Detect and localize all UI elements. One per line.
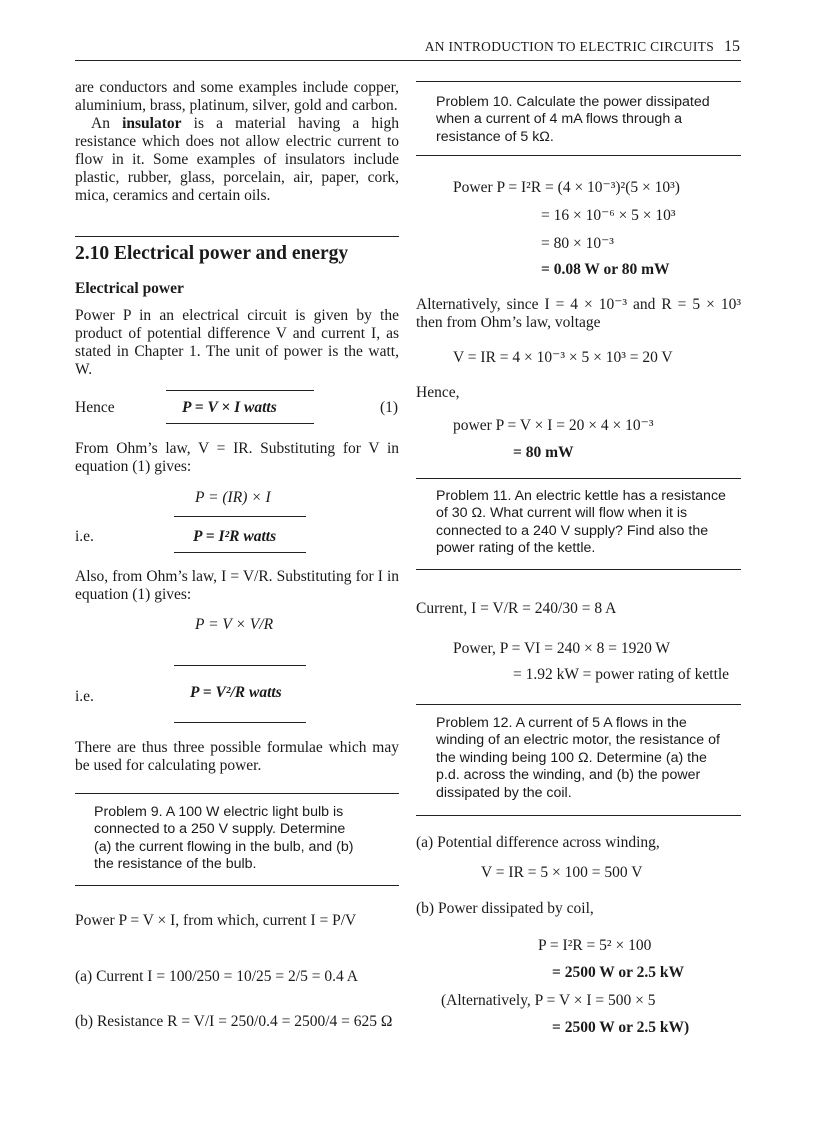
ie-label-1: i.e. xyxy=(75,528,94,545)
power-line-1: power P = V × I = 20 × 4 × 10⁻³ xyxy=(453,417,654,434)
problem11-bottom-rule xyxy=(416,569,741,570)
power-definition: Power P in an electrical circuit is given by the product of potential difference V and current I, as stated in Chapter 1. The unit of power is the watt, W. xyxy=(75,307,399,378)
problem-10-line-1: Power P = I²R = (4 × 10⁻³)²(5 × 10³) xyxy=(453,179,680,196)
problem-10-statement: Problem 10. Calculate the power dissipated when a current of 4 mA flows through a resistance of 5 kΩ. xyxy=(436,94,710,145)
problem-12-part-b-line-2: = 2500 W or 2.5 kW xyxy=(552,964,684,981)
problem9-bottom-rule xyxy=(75,885,399,886)
insulator-paragraph: An insulator is a material having a high resistance which does not allow electric current to flow in it. Some examples of insulators include plastic, rubber, glass, porcelain, air, paper, cork, mica, ceramics and certain oils. xyxy=(75,115,399,204)
problem-11-statement: Problem 11. An electric kettle has a resistance of 30 Ω. What current will flow when it is connected to a 240 V supply? Find also the power rating of the kettle. xyxy=(436,488,726,557)
formulae-paragraph: There are thus three possible formulae which may be used for calculating power. xyxy=(75,739,399,774)
subsection-title: Electrical power xyxy=(75,280,184,297)
eq1-top-rule xyxy=(166,390,314,391)
running-header xyxy=(425,38,740,56)
eq5-bottom-rule xyxy=(174,722,306,723)
header-title: AN INTRODUCTION TO ELECTRIC CIRCUITS xyxy=(424,39,714,54)
equation-2: P = (IR) × I xyxy=(195,489,271,506)
problem-12-part-b-line-3: (Alternatively, P = V × I = 500 × 5 xyxy=(441,992,656,1009)
problem9-top-rule xyxy=(75,793,399,794)
problem-10-line-3: = 80 × 10⁻³ xyxy=(541,235,614,252)
section-rule xyxy=(75,236,399,237)
header-rule xyxy=(75,60,741,61)
problem10-bottom-rule xyxy=(416,155,741,156)
problem-11-power: Power, P = VI = 240 × 8 = 1920 W xyxy=(453,640,671,657)
ohm-paragraph-2: Also, from Ohm’s law, I = V/R. Substituting for I in equation (1) gives: xyxy=(75,568,399,603)
alternative-paragraph: Alternatively, since I = 4 × 10⁻³ and R = 5 × 10³ then from Ohm’s law, voltage xyxy=(416,296,741,331)
intro-paragraph: are conductors and some examples include copper, aluminium, brass, platinum, silver, gold and carbon. xyxy=(75,79,399,114)
problem-9-statement: Problem 9. A 100 W electric light bulb is connected to a 250 V supply. Determine (a) the current flowing in the bulb, and (b) the resistance of the bulb. xyxy=(94,804,354,873)
eq3-bottom-rule xyxy=(174,552,306,553)
problem-12-statement: Problem 12. A current of 5 A flows in the winding of an electric motor, the resistance of the winding being 100 Ω. Determine (a) the p.d. across the winding, and (b) the power dissipated by the coil. xyxy=(436,715,720,801)
problem-9-part-b: (b) Resistance R = V/I = 250/0.4 = 2500/4 = 625 Ω xyxy=(75,1013,393,1030)
problem-12-part-a-equation: V = IR = 5 × 100 = 500 V xyxy=(481,864,643,881)
ohm-paragraph-1: From Ohm’s law, V = IR. Substituting for V in equation (1) gives: xyxy=(75,440,399,475)
problem-9-part-a: (a) Current I = 100/250 = 10/25 = 2/5 = 0.4 A xyxy=(75,968,358,985)
equation-5: P = V²/R watts xyxy=(190,684,282,701)
eq1-bottom-rule xyxy=(166,423,314,424)
page-number: 15 xyxy=(724,38,740,55)
eq3-top-rule xyxy=(174,516,306,517)
problem-12-part-b: (b) Power dissipated by coil, xyxy=(416,900,594,917)
insulator-term: insulator xyxy=(122,115,182,132)
problem-10-line-4: = 0.08 W or 80 mW xyxy=(541,261,670,278)
problem-10-line-2: = 16 × 10⁻⁶ × 5 × 10³ xyxy=(541,207,676,224)
problem-12-part-b-line-1: P = I²R = 5² × 100 xyxy=(538,937,652,954)
section-title: 2.10 Electrical power and energy xyxy=(75,243,349,264)
alternative-equation: V = IR = 4 × 10⁻³ × 5 × 10³ = 20 V xyxy=(453,349,673,366)
problem-9-solution: Power P = V × I, from which, current I = P/V xyxy=(75,912,357,929)
hence-label-2: Hence, xyxy=(416,384,460,401)
problem12-bottom-rule xyxy=(416,815,741,816)
ie-label-2: i.e. xyxy=(75,688,94,705)
eq5-top-rule xyxy=(174,665,306,666)
equation-1-number: (1) xyxy=(380,399,399,416)
problem-12-part-b-line-4: = 2500 W or 2.5 kW) xyxy=(552,1019,690,1036)
hence-label: Hence xyxy=(75,399,115,416)
problem11-top-rule xyxy=(416,478,741,479)
problem-12-part-a: (a) Potential difference across winding, xyxy=(416,834,660,851)
problem-11-current: Current, I = V/R = 240/30 = 8 A xyxy=(416,600,617,617)
power-line-2: = 80 mW xyxy=(513,444,574,461)
problem-11-kw: = 1.92 kW = power rating of kettle xyxy=(513,666,730,683)
problem12-top-rule xyxy=(416,704,741,705)
equation-3: P = I²R watts xyxy=(193,528,277,545)
equation-4: P = V × V/R xyxy=(195,616,274,633)
problem10-top-rule xyxy=(416,81,741,82)
equation-1: P = V × I watts xyxy=(182,399,277,416)
